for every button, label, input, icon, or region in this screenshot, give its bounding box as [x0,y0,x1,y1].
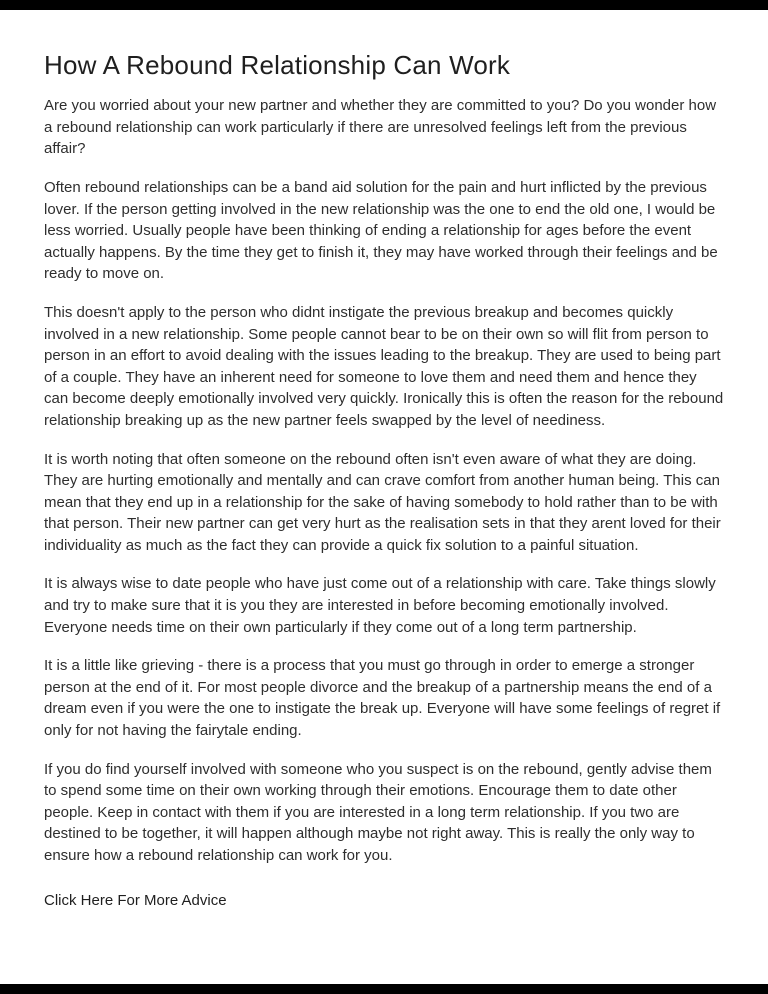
paragraph: This doesn't apply to the person who didnt instigate the previous breakup and becomes quickly involved in a new relationship. Some people cannot bear to be on their own so will flit from person to person in an effort to avoid dealing with the issues leading to the breakup. They are used to being part of a couple. They have an inherent need for someone to love them and need them and hence they can become deeply emotionally involved very quickly. Ironically this is often the reason for the rebound relationship breaking up as the new partner feels swapped by the level of neediness. [44,303,724,429]
top-border-bar [0,0,768,10]
more-advice-link[interactable]: Click Here For More Advice [44,891,227,909]
paragraph: Are you worried about your new partner and whether they are committed to you? Do you wonder how a rebound relationship can work particularly if there are unresolved feelings left from the previous affair? [44,97,717,158]
document-content [0,10,768,984]
bottom-border-bar [0,984,768,994]
paragraph: It is a little like grieving - there is a process that you must go through in order to emerge a stronger person at the end of it. For most people divorce and the breakup of a partnership means the end of a dream even if you were the one to instigate the break up. Everyone will have some feelings of regret if only for not having the fairytale ending. [44,657,721,740]
paragraph: If you do find yourself involved with someone who you suspect is on the rebound, gently advise them to spend some time on their own working through their emotions. Encourage them to date other people. Keep in contact with them if you are interested in a long term relationship. If you two are destined to be together, it will happen although maybe not right away. This is really the only way to ensure how a rebound relationship can work for you. [44,760,712,864]
page-title: How A Rebound Relationship Can Work [44,50,511,80]
paragraph: It is always wise to date people who have just come out of a relationship with care. Take things slowly and try to make sure that it is you they are interested in before becoming emotionally involved. Everyone needs time on their own particularly if they come out of a long term partnership. [44,575,716,636]
paragraph: It is worth noting that often someone on the rebound often isn't even aware of what they are doing. They are hurting emotionally and mentally and can crave comfort from another human being. This can mean that they end up in a relationship for the sake of having somebody to hold rather than to be with that person. Their new partner can get very hurt as the realisation sets in that they arent loved for their individuality as much as the fact they can provide a quick fix solution to a painful situation. [44,450,721,554]
paragraph: Often rebound relationships can be a band aid solution for the pain and hurt inflicted by the previous lover. If the person getting involved in the new relationship was the one to end the old one, I would be less worried. Usually people have been thinking of ending a relationship for ages before the event actually happens. By the time they get to finish it, they may have worked through their feelings and be ready to move on. [44,178,718,283]
